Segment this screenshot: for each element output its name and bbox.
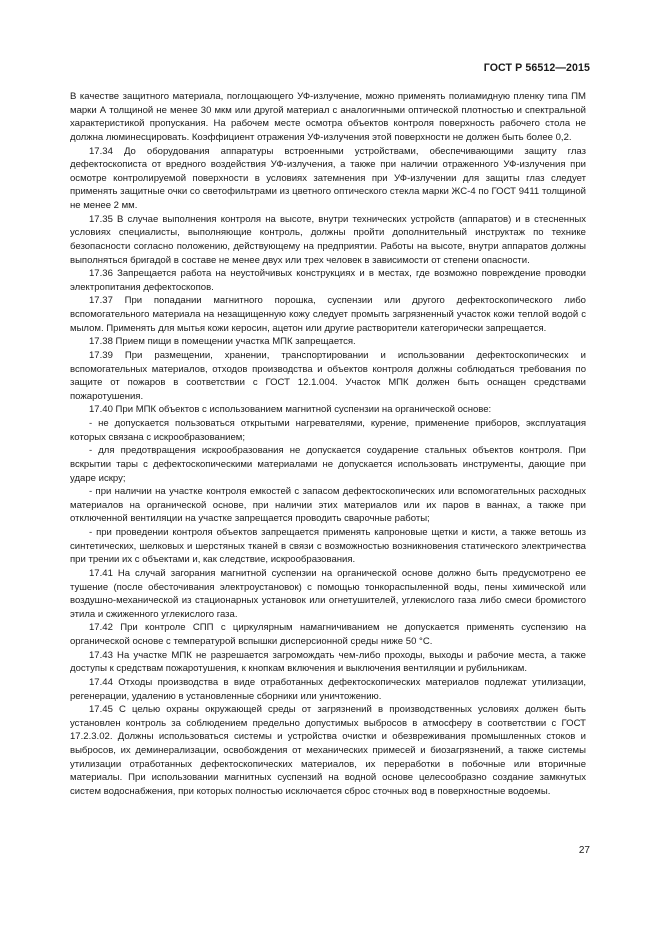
paragraph-17-37: 17.37 При попадании магнитного порошка, суспензии или другого дефектоскопического либо вспомогательного материала на незащищенную кожу следует промыть загрязненный участок кожи теплой водой с мылом. Применять для мытья кожи керосин, ацетон или другие растворители категорически запрещается. bbox=[70, 295, 586, 334]
paragraph-17-44: 17.44 Отходы производства в виде отработанных дефектоскопических материалов подлежат утилизации, регенерации, удалению в установленные сборники или уничтожению. bbox=[70, 676, 586, 702]
list-item: - при проведении контроля объектов запрещается применять капроновые щетки и кисти, а также ветошь из синтетических, шелковых и шерстяных тканей в связи с возможностью возникновения статического электричества при трении их с объектами и, как следствие, искрообразования. bbox=[70, 527, 586, 566]
document-body bbox=[70, 90, 586, 799]
list-item: - для предотвращения искрообразования не допускается соударение стальных объектов контроля. При вскрытии тары с дефектоскопическими материалами не допускается использовать инструменты, дающие при ударе искру; bbox=[70, 445, 586, 484]
list-item: - не допускается пользоваться открытыми нагревателями, курение, применение приборов, эксплуатация которых связана с искрообразованием; bbox=[70, 418, 586, 443]
paragraph-17-42: 17.42 При контроле СПП с циркулярным намагничиванием не допускается применять суспензию на органической основе с температурой вспышки дисперсионной среды ниже 50 °С. bbox=[70, 622, 586, 647]
paragraph-17-36: 17.36 Запрещается работа на неустойчивых конструкциях и в местах, где возможно повреждение проводки электропитания дефектоскопов. bbox=[70, 268, 586, 293]
paragraph-17-45: 17.45 С целью охраны окружающей среды от загрязнений в производственных условиях должен быть установлен контроль за соблюдением предельно допустимых выбросов в атмосферу в соответствии с ГОСТ 17.2.3.02. Должны использоваться системы и устройства очистки и обезвреживания промышленных стоков и выбросов, их деминерализации, освобождения от механических примесей и биозагрязнений, а также системы утилизации отработанных дефектоскопических материалов, их переработки в побочные или вторичные материалы. При использовании магнитных суспензий на водной основе целесообразно создание замкнутых систем водоснабжения, при которых полностью исключается сброс сточных вод в поверхностные водоемы. bbox=[70, 704, 586, 797]
paragraph-17-34: 17.34 До оборудования аппаратуры встроенными устройствами, обеспечивающими защиту глаз дефектоскописта от вредного воздействия УФ-излучения, а также при наличии отраженного УФ-излучения при осмотре контролируемой поверхности в условиях затемнения при УФ-излучении для защиты глаз следует применять защитные очки со светофильтрами из цветного оптического стекла марки ЖС-4 по ГОСТ 9411 толщиной не менее 2 мм. bbox=[70, 145, 586, 211]
document-header-id: ГОСТ Р 56512—2015 bbox=[483, 62, 590, 74]
list-item: - при наличии на участке контроля емкостей с запасом дефектоскопических или вспомогательных расходных материалов на органической основе, при наличии этих материалов или их паров в ваннах, а также при отключенной вентиляции на участке запрещается проводить сварочные работы; bbox=[70, 486, 586, 525]
paragraph-17-38: 17.38 Прием пищи в помещении участка МПК запрещается. bbox=[89, 336, 356, 348]
paragraph-17-41: 17.41 На случай загорания магнитной суспензии на органической основе должно быть предусмотрено ее тушение (после обесточивания электроустановок) с помощью тонкораспыленной воды, пены химической или воздушно-механической из стационарных установок или огнетушителей, углекислого газа либо смеси бромистого этила и сжиженного углекислого газа. bbox=[70, 567, 586, 620]
paragraph-17-43: 17.43 На участке МПК не разрешается загромождать чем-либо проходы, выходы и рабочие места, а также доступы к средствам пожаротушения, к кнопкам включения и выключения вентиляции и рубильникам. bbox=[70, 649, 586, 675]
paragraph-17-39: 17.39 При размещении, хранении, транспортировании и использовании дефектоскопических и вспомогательных материалов, отходов производства и объектов контроля должны соблюдаться требования по защите от пожаров в соответствии с ГОСТ 12.1.004. Участок МПК должен быть оснащен средствами пожаротушения. bbox=[70, 349, 586, 402]
paragraph-17-40: 17.40 При МПК объектов с использованием магнитной суспензии на органической основе: bbox=[89, 404, 492, 416]
page-number: 27 bbox=[578, 845, 590, 856]
paragraph: В качестве защитного материала, поглощающего УФ-излучение, можно применять полиамидную пленку типа ПМ марки А толщиной не менее 30 мкм или другой материал с аналогичными оптической плотностью и спектральной характеристикой пропускания. На рабочем месте осмотра объектов контроля поверхность рабочего стола не должна люминесцировать. Коэффициент отражения УФ-излучения этой поверхности не должен быть более 0,2. bbox=[70, 91, 586, 143]
paragraph-17-35: 17.35 В случае выполнения контроля на высоте, внутри технических устройств (аппаратов) и в стесненных условиях специалисты, выполняющие контроль, должны пройти дополнительный инструктаж по технике безопасности согласно положению, действующему на предприятии. Работы на высоте, внутри аппаратов должны выполняться бригадой в составе не менее двух или трех человек в зависимости от степени опасности. bbox=[70, 213, 586, 266]
